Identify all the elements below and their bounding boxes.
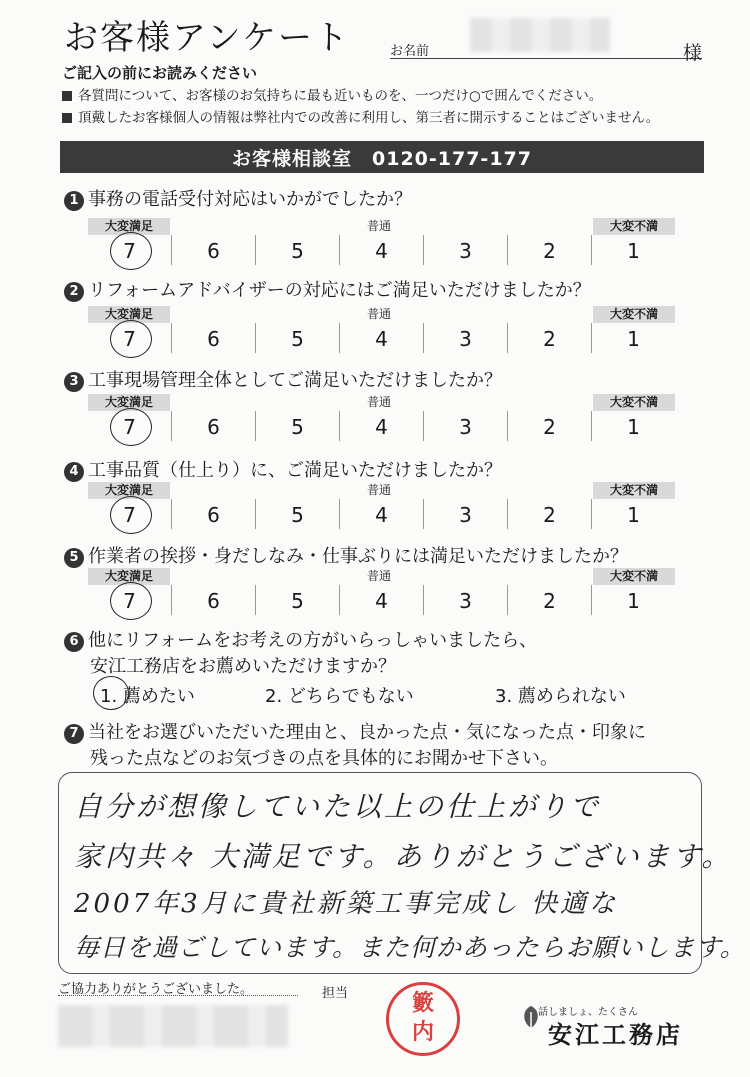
rating-scale-2 [88, 306, 674, 354]
question-6-line2: 安江工務店をお薦めいただけますか？ [90, 656, 396, 677]
rating-option[interactable]: 5 [256, 411, 340, 441]
survey-title: お客様アンケート [64, 18, 350, 58]
very-dissatisfied-tag: 大変不満 [593, 568, 675, 585]
rating-option[interactable]: 3 [424, 411, 508, 441]
staff-seal-stamp: 籔 内 [386, 982, 460, 1056]
rating-option[interactable]: 3 [424, 585, 508, 615]
very-dissatisfied-tag: 大変不満 [593, 482, 675, 499]
question-1: 1 事務の電話受付対応はいかがでしたか？ [64, 185, 412, 211]
rating-option[interactable]: 4 [340, 499, 424, 529]
instruction-line: 各質問について、お客様のお気持ちに最も近いものを、一つだけ○で囲んでください。 [62, 84, 602, 104]
rating-scale-3 [88, 394, 674, 442]
rating-option[interactable]: 4 [340, 411, 424, 441]
number-badge-icon: 4 [64, 462, 84, 482]
question-7: 7 当社をお選びいただいた理由と、良かった点・気になった点・印象に [64, 718, 646, 744]
very-satisfied-tag: 大変満足 [88, 568, 170, 585]
rating-scale-4 [88, 482, 674, 530]
redacted-area [58, 1005, 288, 1047]
option-neutral[interactable]: 2. どちらでもない [265, 686, 414, 707]
rating-option[interactable]: 4 [340, 323, 424, 353]
rating-option[interactable]: 4 [340, 585, 424, 615]
rating-option[interactable]: 1 [627, 415, 640, 439]
number-badge-icon: 3 [64, 372, 84, 392]
contact-banner: お客様相談室 0120-177-177 [60, 141, 704, 173]
question-7-line2: 残った点などのお気づきの点を具体的にお聞かせ下さい。 [90, 748, 558, 769]
leaf-logo-icon [516, 1002, 546, 1036]
number-badge-icon: 2 [64, 282, 84, 302]
very-dissatisfied-tag: 大変不満 [593, 306, 675, 323]
rating-option[interactable]: 5 [256, 235, 340, 265]
rating-option[interactable]: 7 [88, 323, 172, 353]
question-5: 5 作業者の挨拶・身だしなみ・仕事ぶりには満足いただけましたか？ [64, 542, 628, 568]
selected-circle [110, 496, 152, 534]
rating-option[interactable]: 2 [508, 323, 592, 353]
rating-option[interactable]: 2 [508, 585, 592, 615]
rating-option[interactable]: 7 [88, 499, 172, 529]
selected-circle [110, 408, 152, 446]
handwritten-line: 自分が想像していた以上の仕上がりで [74, 790, 602, 823]
handwritten-line: 家内共々 大満足です。ありがとうございます。 [74, 840, 733, 873]
option-not-recommend[interactable]: 3. 薦められない [495, 686, 626, 707]
very-satisfied-tag: 大変満足 [88, 218, 170, 235]
rating-option[interactable]: 1 [627, 239, 640, 263]
logo-tagline: 話しましょ、たくさん [538, 1007, 638, 1018]
very-satisfied-tag: 大変満足 [88, 394, 170, 411]
name-underline [390, 58, 702, 59]
rating-option[interactable]: 1 [627, 589, 640, 613]
rating-option[interactable]: 2 [508, 235, 592, 265]
question-6: 6 他にリフォームをお考えの方がいらっしゃいましたら、 [64, 626, 537, 652]
rating-option[interactable]: 2 [508, 411, 592, 441]
rating-option[interactable]: 7 [88, 585, 172, 615]
neutral-tag: 普通 [366, 219, 391, 233]
rating-option[interactable]: 7 [88, 411, 172, 441]
question-4: 4 工事品質（仕上り）に、ご満足いただけましたか？ [64, 456, 502, 482]
bullet-square-icon [62, 91, 72, 101]
number-badge-icon: 7 [64, 724, 84, 744]
rating-option[interactable]: 6 [172, 499, 256, 529]
selected-circle [110, 232, 152, 270]
neutral-tag: 普通 [366, 483, 391, 497]
selected-circle [93, 676, 129, 710]
very-dissatisfied-tag: 大変不満 [593, 218, 675, 235]
number-badge-icon: 5 [64, 548, 84, 568]
honorific: 様 [683, 42, 703, 64]
neutral-tag: 普通 [366, 569, 391, 583]
neutral-tag: 普通 [366, 307, 391, 321]
rating-option[interactable]: 6 [172, 235, 256, 265]
very-dissatisfied-tag: 大変不満 [593, 394, 675, 411]
rating-option[interactable]: 6 [172, 323, 256, 353]
thanks-text: ご協力ありがとうございました。 [58, 982, 254, 997]
number-badge-icon: 1 [64, 191, 84, 211]
rating-option[interactable]: 2 [508, 499, 592, 529]
rating-option[interactable]: 1 [627, 503, 640, 527]
rating-option[interactable]: 5 [256, 323, 340, 353]
rating-option[interactable]: 4 [340, 235, 424, 265]
number-badge-icon: 6 [64, 632, 84, 652]
handwritten-line: 毎日を過ごしています。また何かあったらお願いします。 [74, 933, 746, 962]
rating-option[interactable]: 6 [172, 411, 256, 441]
instruction-line: 頂戴したお客様個人の情報は弊社内での改善に利用し、第三者に開示することはございません。 [62, 106, 659, 126]
rating-option[interactable]: 7 [88, 235, 172, 265]
rating-scale-1 [88, 218, 674, 266]
company-logo: 安江工務店 [548, 1021, 683, 1049]
very-satisfied-tag: 大変満足 [88, 482, 170, 499]
dotted-line [58, 995, 298, 996]
neutral-tag: 普通 [366, 395, 391, 409]
rating-option[interactable]: 6 [172, 585, 256, 615]
instructions-heading: ご記入の前にお読みください [62, 64, 258, 82]
rating-option[interactable]: 5 [256, 499, 340, 529]
rating-option[interactable]: 5 [256, 585, 340, 615]
very-satisfied-tag: 大変満足 [88, 306, 170, 323]
option-recommend[interactable]: 1. 薦めたい [100, 686, 195, 707]
rating-option[interactable]: 1 [627, 327, 640, 351]
rating-scale-5 [88, 568, 674, 616]
question-3: 3 工事現場管理全体としてご満足いただけましたか？ [64, 366, 502, 392]
selected-circle [110, 582, 152, 620]
selected-circle [110, 320, 152, 358]
rating-option[interactable]: 3 [424, 499, 508, 529]
staff-label: 担当 [322, 986, 349, 1001]
handwritten-line: 2007年3月に貴社新築工事完成し 快適な [74, 889, 618, 919]
name-redacted [470, 18, 610, 52]
question-2: 2 リフォームアドバイザーの対応にはご満足いただけましたか？ [64, 276, 591, 302]
rating-option[interactable]: 3 [424, 323, 508, 353]
rating-option[interactable]: 3 [424, 235, 508, 265]
bullet-square-icon [62, 113, 72, 123]
name-label: お名前 [390, 44, 430, 59]
